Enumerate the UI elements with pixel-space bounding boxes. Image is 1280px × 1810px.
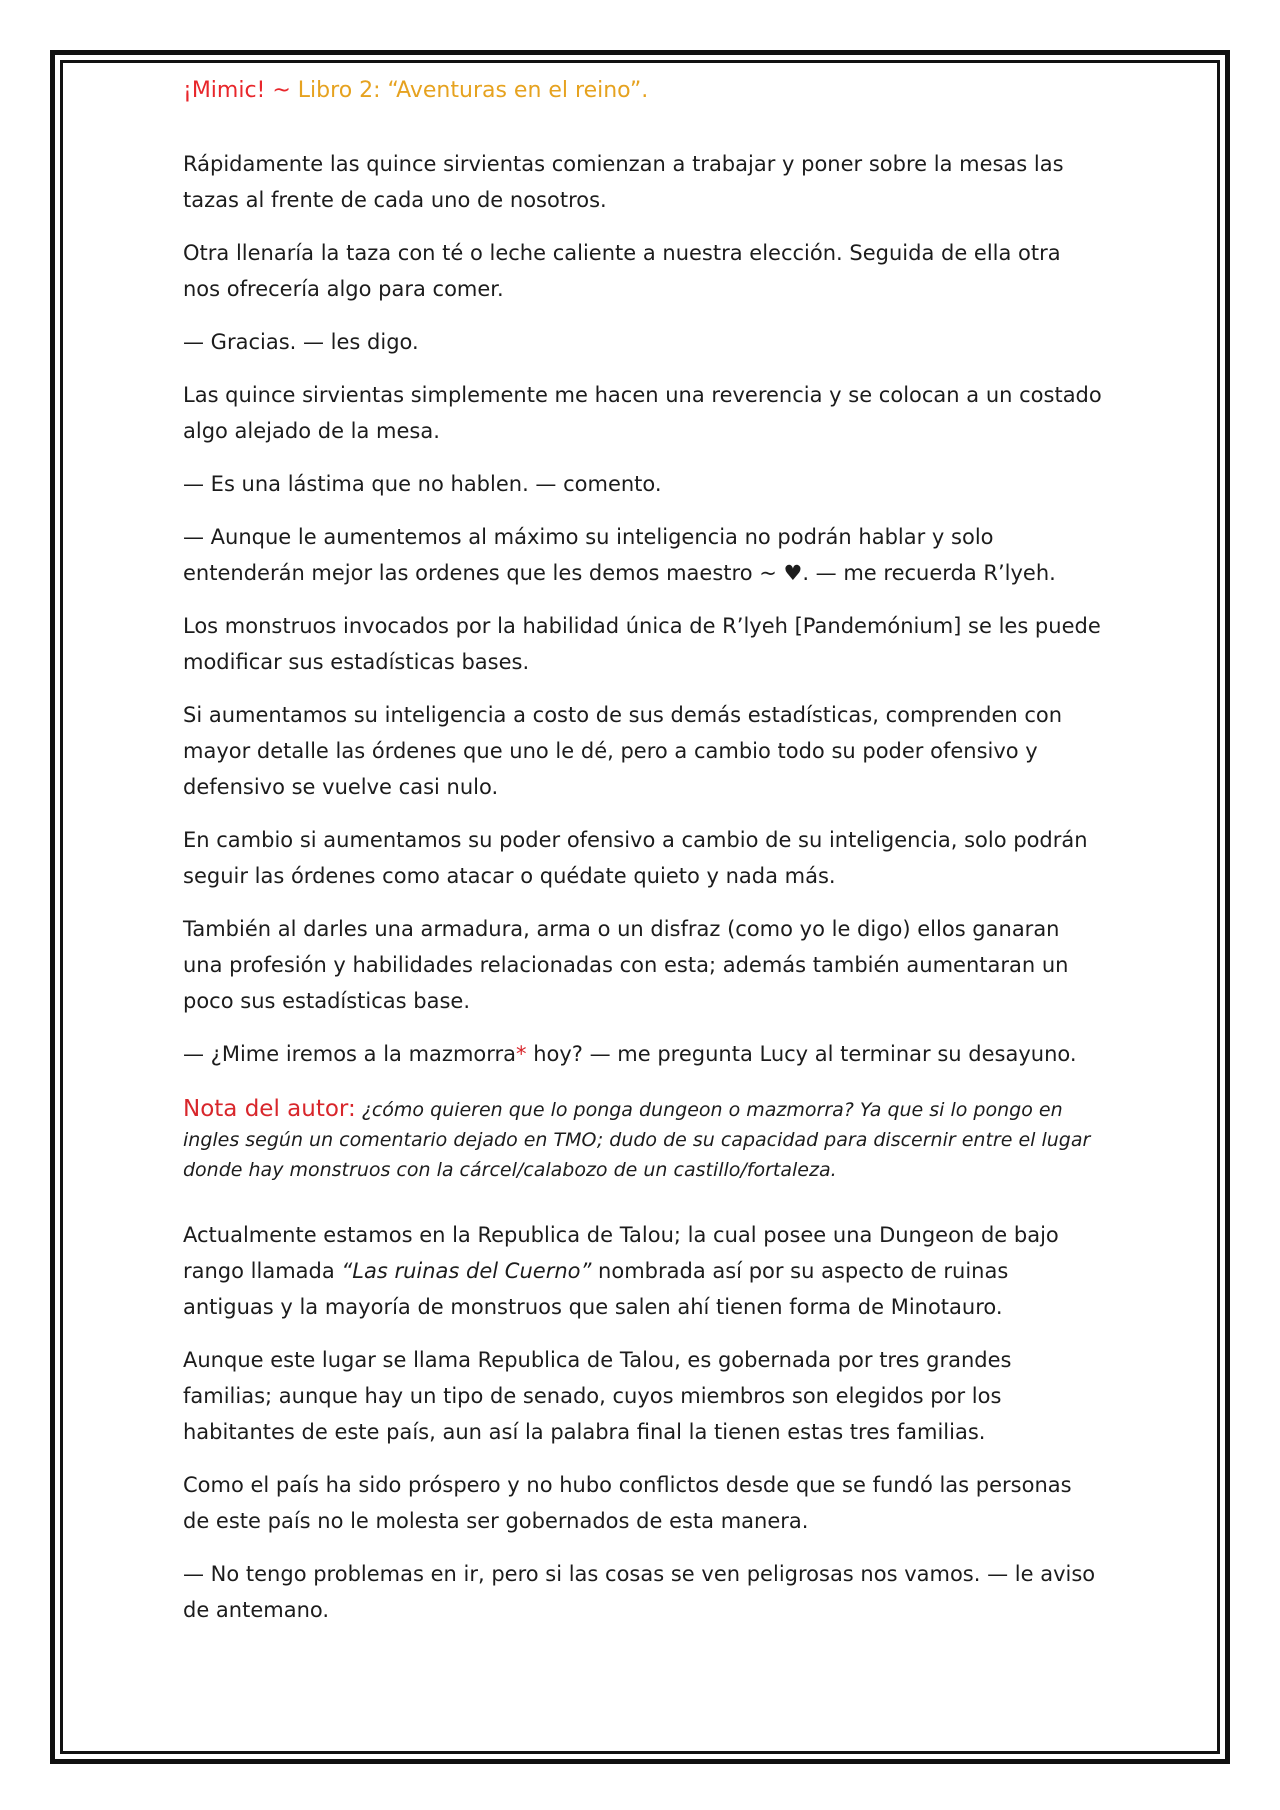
paragraph: Las quince sirvientas simplemente me hacen una reverencia y se colocan a un costado algo alejado de la mesa. — [183, 383, 1102, 443]
running-header — [183, 76, 1103, 106]
paragraph: — Aunque le aumentemos al máximo su inteligencia no podrán hablar y solo entenderán mejor las ordenes que les demos maestro ~ ♥. — me recuerda R’lyeh. — [183, 525, 1056, 585]
paragraph: Rápidamente las quince sirvientas comienzan a trabajar y poner sobre la mesas las tazas al frente de cada uno de nosotros. — [183, 152, 1064, 212]
paragraph: Los monstruos invocados por la habilidad única de R’lyeh [Pandemónium] se les puede modificar sus estadísticas bases. — [183, 614, 1101, 674]
dungeon-text-start: Actualmente estamos en la Republica de Talou; la cual posee una Dungeon de bajo rango llamada — [183, 1223, 1059, 1283]
paragraph: En cambio si aumentamos su poder ofensivo a cambio de su inteligencia, solo podrán seguir las órdenes como atacar o quédate quieto y nada más. — [183, 828, 1088, 888]
dungeon-name: “Las ruinas del Cuerno” — [341, 1259, 592, 1283]
page-content — [183, 76, 1103, 1645]
dialogue-question — [183, 1036, 1103, 1072]
paragraph: — Gracias. — les digo. — [183, 330, 419, 354]
paragraph: — No tengo problemas en ir, pero si las cosas se ven peligrosas nos vamos. — le aviso de antemano. — [183, 1562, 1096, 1622]
footnote-asterisk: * — [516, 1042, 527, 1066]
header-series: ¡Mimic! ~ — [183, 78, 298, 103]
question-text-start: — ¿Mime iremos a la mazmorra — [183, 1042, 517, 1066]
paragraph: Como el país ha sido próspero y no hubo conflictos desde que se fundó las personas de este país no le molesta ser gobernados de esta manera. — [183, 1473, 1072, 1533]
paragraph — [183, 1217, 1103, 1325]
paragraph: Otra llenaría la taza con té o leche caliente a nuestra elección. Seguida de ella otra nos ofrecería algo para comer. — [183, 241, 1061, 301]
paragraph: — Es una lástima que no hablen. — comento. — [183, 472, 662, 496]
dungeon-text-end: nombrada así por su aspecto de ruinas antiguas y la mayoría de monstruos que salen ahí tienen forma de Minotauro. — [183, 1259, 1009, 1319]
author-note — [183, 1094, 1103, 1185]
paragraph: Aunque este lugar se llama Republica de Talou, es gobernada por tres grandes familias; aunque hay un tipo de senado, cuyos miembros son elegidos por los habitantes de este país, aun así la palabra final la tienen estas tres familias. — [183, 1348, 1012, 1444]
author-note-label: Nota del autor: — [183, 1096, 356, 1122]
paragraph: Si aumentamos su inteligencia a costo de sus demás estadísticas, comprenden con mayor detalle las órdenes que uno le dé, pero a cambio todo su poder ofensivo y defensivo se vuelve casi nulo. — [183, 703, 1063, 799]
header-book-title: Libro 2: “Aventuras en el reino”. — [297, 78, 649, 103]
author-note-text: ¿cómo quieren que lo ponga dungeon o mazmorra? Ya que si lo pongo en ingles según un comentario dejado en TMO; dudo de su capacidad para discernir entre el lugar donde hay monstruos con la cárcel/calabozo de un castillo/fortaleza. — [183, 1099, 1091, 1181]
paragraph: También al darles una armadura, arma o un disfraz (como yo le digo) ellos ganaran una profesión y habilidades relacionadas con esta; además también aumentaran un poco sus estadísticas base. — [183, 917, 1069, 1013]
question-text-end: hoy? — me pregunta Lucy al terminar su desayuno. — [526, 1042, 1077, 1066]
